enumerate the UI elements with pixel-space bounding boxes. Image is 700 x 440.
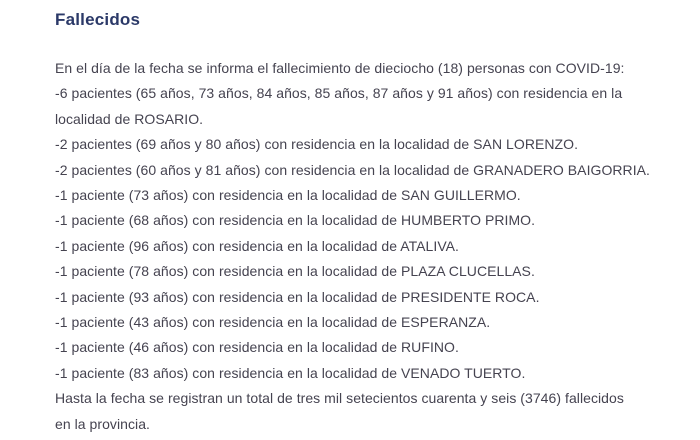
report-line: localidad de ROSARIO. <box>55 110 204 127</box>
report-line: -1 paciente (83 años) con residencia en la localidad de VENADO TUERTO. <box>55 364 526 381</box>
report-line: En el día de la fecha se informa el fallecimiento de dieciocho (18) personas con COVID-19: <box>55 60 625 76</box>
report-line: -1 paciente (93 años) con residencia en la localidad de PRESIDENTE ROCA. <box>55 288 540 305</box>
report-line: -1 paciente (46 años) con residencia en la localidad de RUFINO. <box>55 339 459 356</box>
report-line: Hasta la fecha se registran un total de tres mil setecientos cuarenta y seis (3746) fallecidos <box>55 390 624 407</box>
report-line: -1 paciente (78 años) con residencia en la localidad de PLAZA CLUCELLAS. <box>55 263 535 280</box>
report-line: -2 pacientes (69 años y 80 años) con residencia en la localidad de SAN LORENZO. <box>55 136 579 153</box>
report-line: -2 pacientes (60 años y 81 años) con residencia en la localidad de GRANADERO BAIGORRIA. <box>55 161 650 178</box>
report-line: -1 paciente (73 años) con residencia en la localidad de SAN GUILLERMO. <box>55 187 521 204</box>
report-line: -1 paciente (96 años) con residencia en la localidad de ATALIVA. <box>55 237 459 254</box>
report-line: en la provincia. <box>55 415 150 432</box>
page-title: Fallecidos <box>55 10 141 29</box>
report-line: -6 pacientes (65 años, 73 años, 84 años, 85 años, 87 años y 91 años) con residencia en la <box>55 85 623 102</box>
report-line: -1 paciente (43 años) con residencia en la localidad de ESPERANZA. <box>55 314 491 331</box>
report-line: -1 paciente (68 años) con residencia en la localidad de HUMBERTO PRIMO. <box>55 212 536 229</box>
report-body <box>55 56 660 437</box>
